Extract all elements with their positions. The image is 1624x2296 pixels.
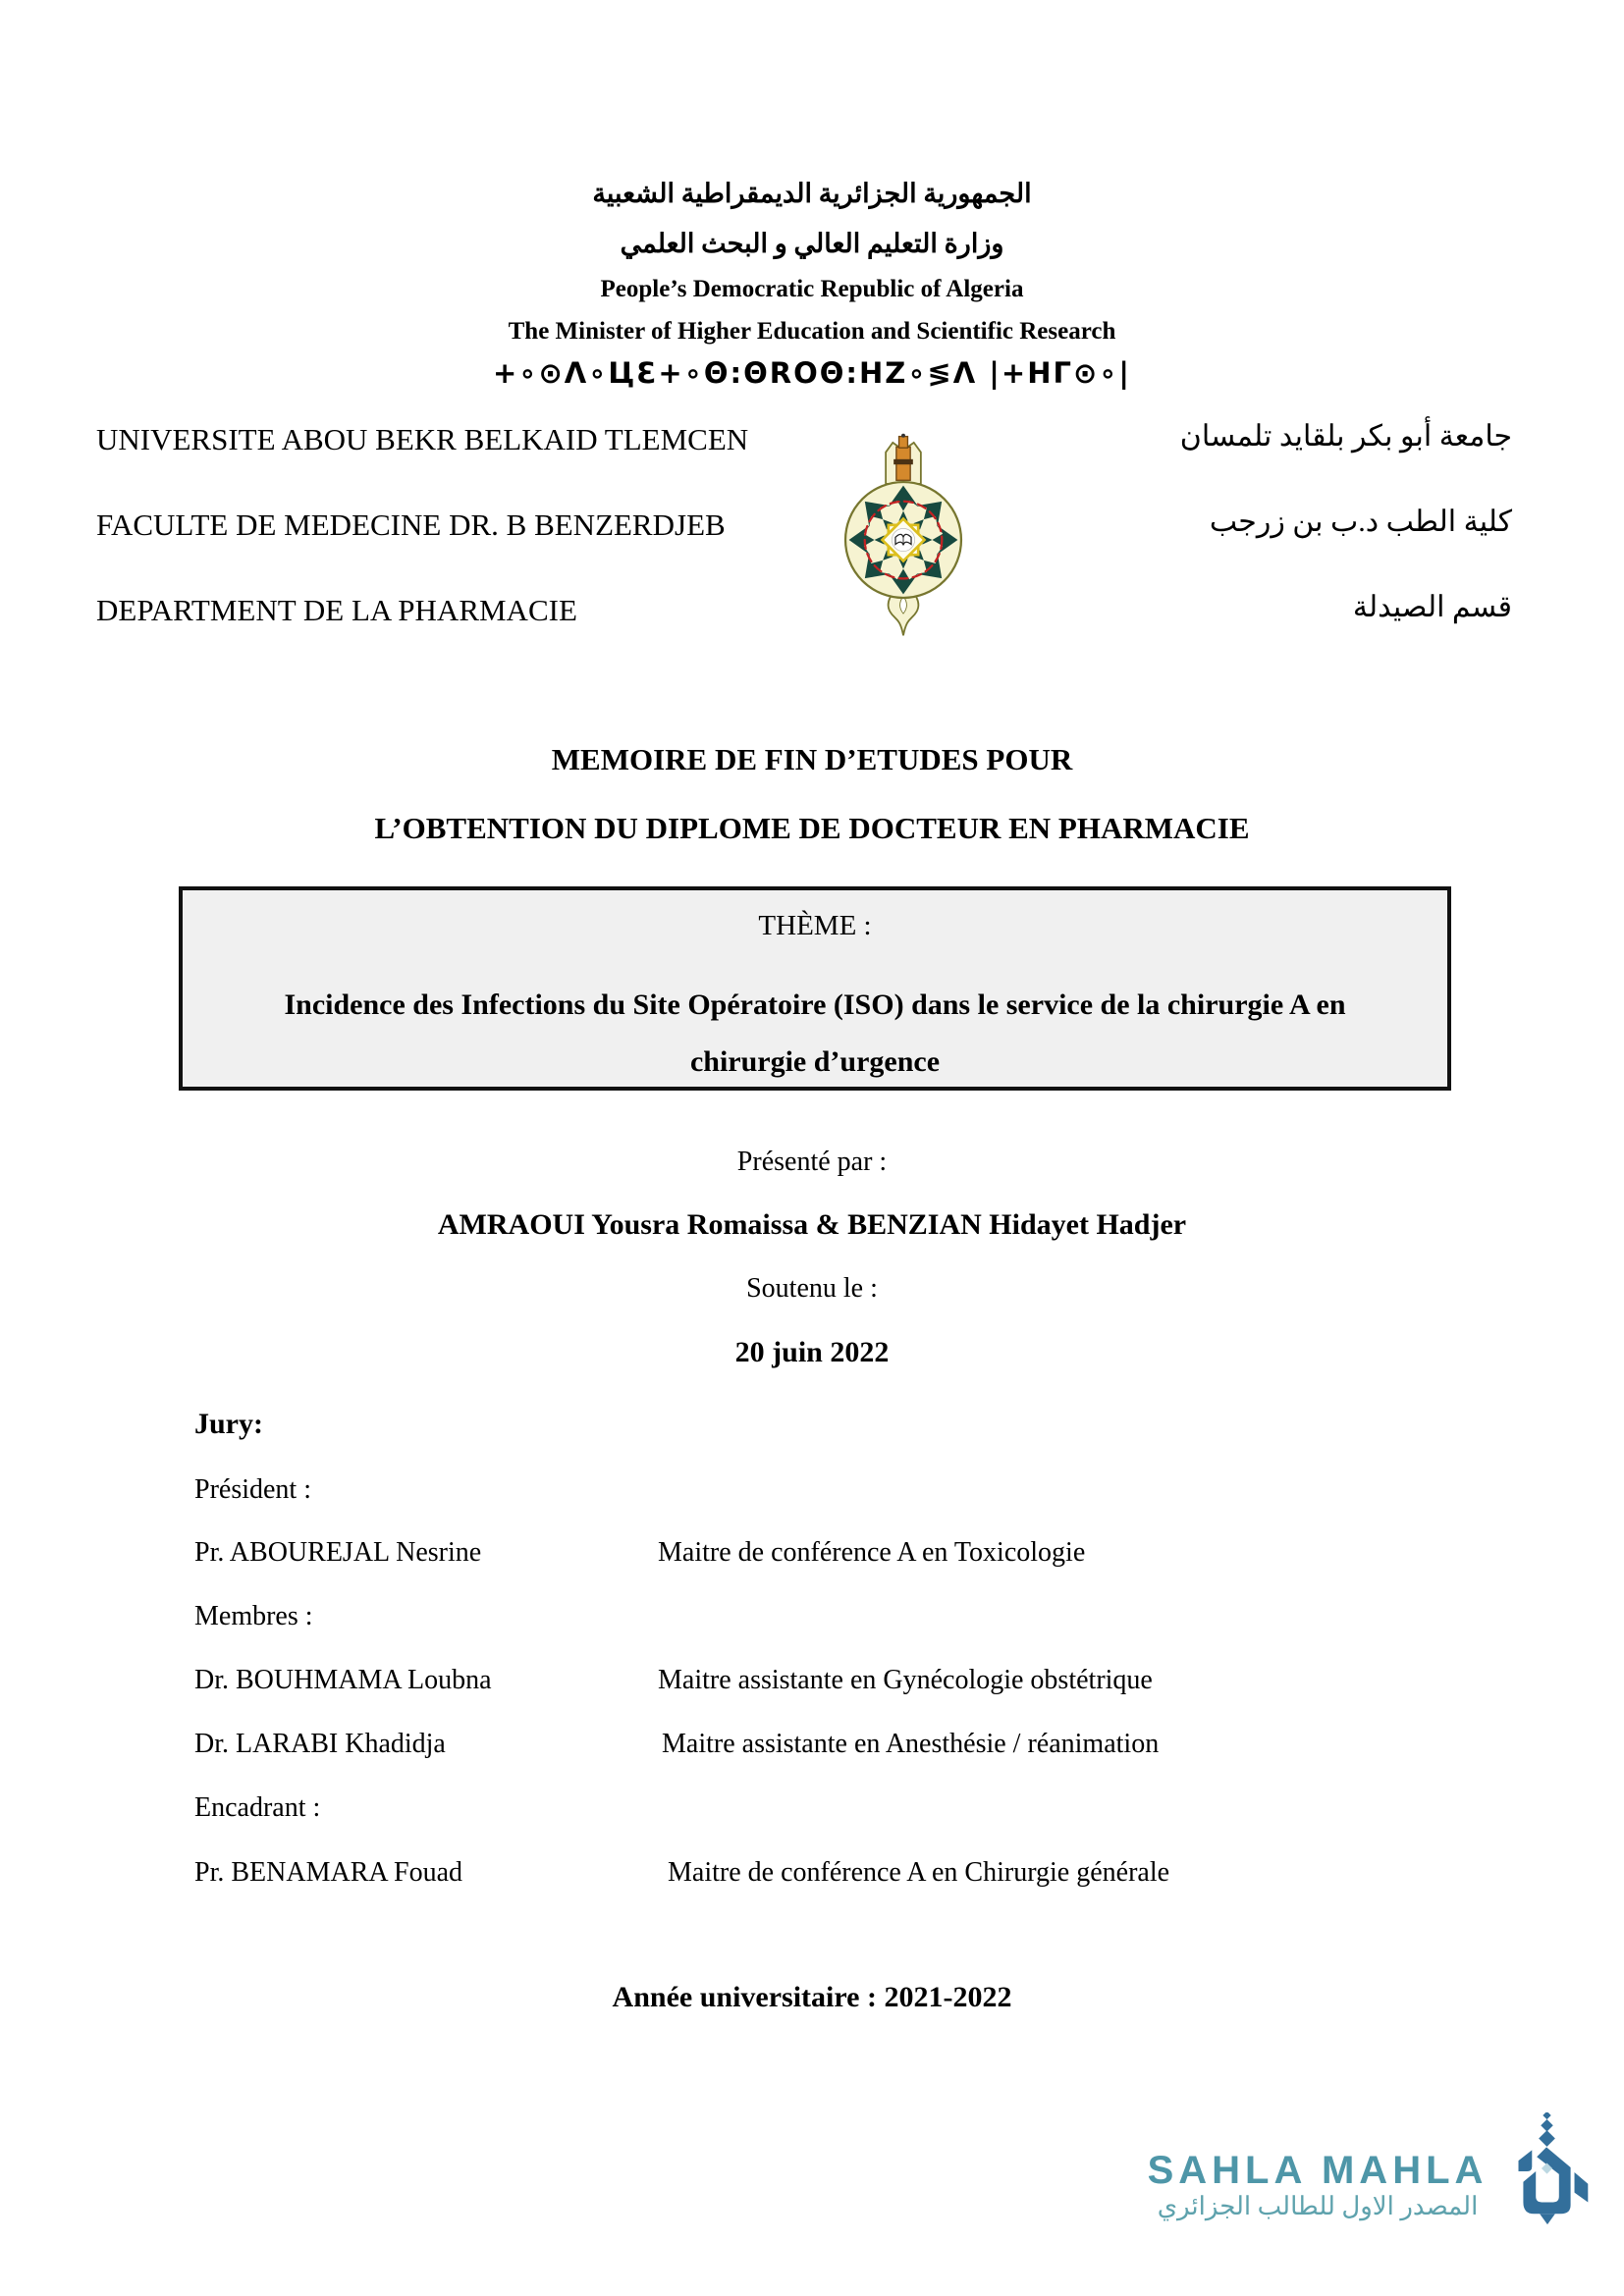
institution-name-ar: جامعة أبو بكر بلقايد تلمسان — [1179, 420, 1512, 453]
jury-member-name: Dr. LARABI Khadidja — [194, 1729, 446, 1759]
theme-label: THÈME : — [758, 910, 872, 941]
jury-member-name: Pr. ABOUREJAL Nesrine — [194, 1537, 482, 1568]
members-label: Membres : — [194, 1601, 313, 1631]
header-english-line-2: The Minister of Higher Education and Scientific Research — [508, 318, 1116, 345]
presented-by-label: Présenté par : — [736, 1147, 888, 1177]
jury-row-advisor — [194, 1857, 1471, 1889]
advisor-label: Encadrant : — [194, 1792, 321, 1823]
thesis-type-line-1: MEMOIRE DE FIN D’ETUDES POUR — [551, 742, 1073, 776]
jury-row-member-1 — [194, 1665, 1471, 1696]
president-label: Président : — [194, 1474, 311, 1505]
jury-member-role: Maitre de conférence A en Toxicologie — [658, 1537, 1086, 1568]
brand-wordmark: SAHLA MAHLA — [1147, 2149, 1489, 2192]
jury-member-role: Maitre de conférence A en Chirurgie générale — [668, 1857, 1170, 1888]
jury-row-president — [194, 1537, 1471, 1569]
thesis-type-line-2: L’OBTENTION DU DIPLOME DE DOCTEUR EN PHARMACIE — [374, 811, 1250, 845]
jury-member-name: Pr. BENAMARA Fouad — [194, 1857, 463, 1888]
department-name-fr: DEPARTMENT DE LA PHARMACIE — [96, 593, 577, 627]
jury-member-name: Dr. BOUHMAMA Loubna — [194, 1665, 492, 1695]
faculty-name-fr: FACULTE DE MEDECINE DR. B BENZERDJEB — [96, 507, 726, 542]
defense-date: 20 juin 2022 — [734, 1336, 890, 1368]
department-name-ar: قسم الصيدلة — [1352, 591, 1512, 623]
header-tifinagh-line: +∘⊙Λ∘ЦƐ+∘Θ:ΘROΘ:НZ∘≶Λ |+НΓ⊙∘| — [493, 356, 1131, 390]
theme-title-line-2: chirurgie d’urgence — [689, 1045, 941, 1078]
sahla-mahla-emblem-icon — [1500, 2112, 1595, 2228]
university-seal-icon — [838, 432, 969, 640]
jury-member-role: Maitre assistante en Gynécologie obstétrique — [658, 1665, 1153, 1695]
jury-heading: Jury: — [194, 1408, 263, 1440]
brand-tagline: المصدر الاول للطالب الجزائري — [1157, 2192, 1479, 2220]
header-arabic-line-1: الجمهورية الجزائرية الديمقراطية الشعبية — [592, 179, 1032, 208]
defended-on-label: Soutenu le : — [746, 1273, 878, 1304]
faculty-name-ar: كلية الطب د.ب بن زرجب — [1209, 506, 1512, 538]
jury-row-member-2 — [194, 1729, 1471, 1760]
theme-title-line-1: Incidence des Infections du Site Opératoire (ISO) dans le service de la chirurgie A en — [284, 988, 1346, 1021]
header-arabic-line-2: وزارة التعليم العالي و البحث العلمي — [620, 229, 1004, 258]
authors: AMRAOUI Yousra Romaissa & BENZIAN Hidayet Hadjer — [437, 1208, 1187, 1241]
jury-member-role: Maitre assistante en Anesthésie / réanimation — [662, 1729, 1160, 1759]
theme-box — [179, 886, 1451, 1091]
header-english-line-1: People’s Democratic Republic of Algeria — [600, 276, 1024, 302]
institution-name-fr: UNIVERSITE ABOU BEKR BELKAID TLEMCEN — [96, 422, 749, 456]
university-logo — [838, 432, 969, 640]
sahla-mahla-emblem — [1500, 2112, 1595, 2228]
academic-year: Année universitaire : 2021-2022 — [612, 1981, 1012, 2013]
